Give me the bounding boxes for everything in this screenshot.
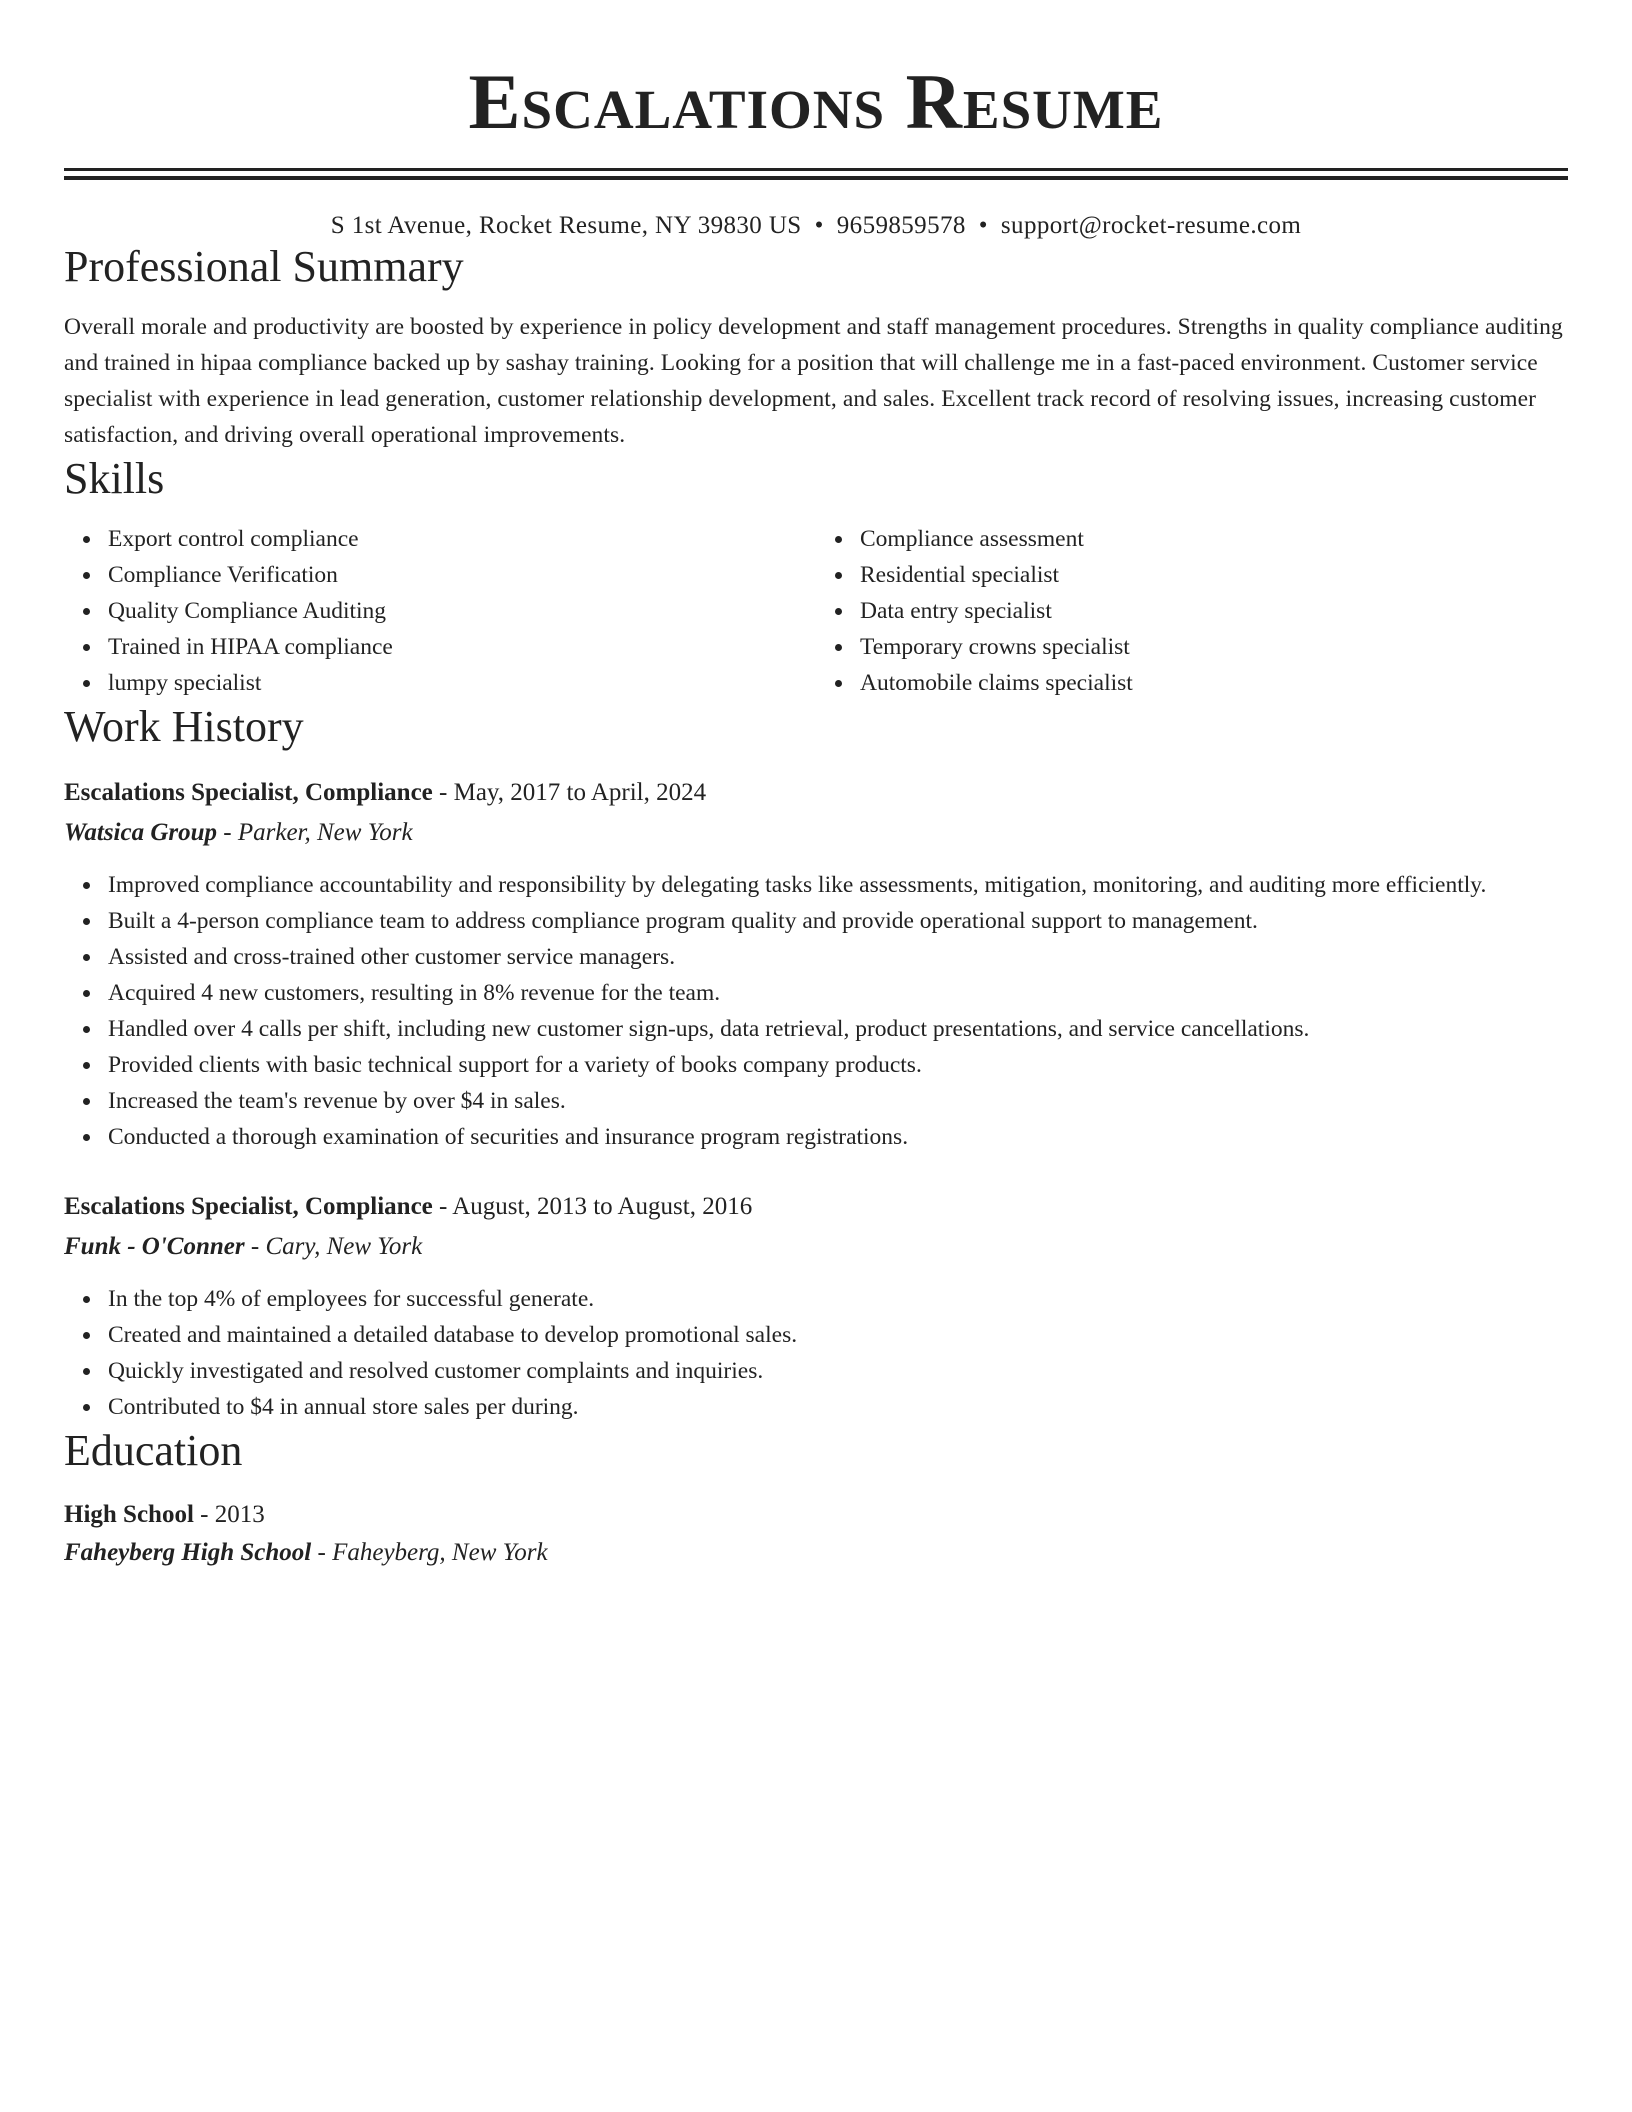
contact-line [64,211,1568,241]
job-bullet: Handled over 4 calls per shift, including new customer sign-ups, data retrieval, product presentations, and service cancellations. [108,1011,1568,1047]
job-entry [64,1189,1568,1425]
job-bullet: Provided clients with basic technical support for a variety of books company products. [108,1047,1568,1083]
job-bullet: Built a 4-person compliance team to address compliance program quality and provide operational support to management. [108,903,1568,939]
job-title-line [64,1189,1568,1225]
job-bullet: Assisted and cross-trained other customer service managers. [108,939,1568,975]
job-entry [64,775,1568,1155]
job-bullet: Created and maintained a detailed database to develop promotional sales. [108,1317,1568,1353]
company-location: - Cary, New York [244,1233,423,1260]
contact-phone: 9659859578 [836,212,966,239]
job-title-line [64,775,1568,811]
job-title: Escalations Specialist, Compliance [64,1193,433,1220]
skill-item: Data entry specialist [860,593,1568,629]
skill-item: lumpy specialist [108,665,816,701]
job-bullet: In the top 4% of employees for successful generate. [108,1281,1568,1317]
contact-separator: • [978,212,988,239]
skill-item: Residential specialist [860,557,1568,593]
job-bullet: Quickly investigated and resolved customer complaints and inquiries. [108,1353,1568,1389]
education-school-line [64,1535,1568,1571]
job-bullet: Contributed to $4 in annual store sales per during. [108,1389,1568,1425]
job-bullet: Conducted a thorough examination of securities and insurance program registrations. [108,1119,1568,1155]
skill-item: Compliance assessment [860,521,1568,557]
company-name: Funk - O'Conner [64,1233,245,1260]
contact-email: support@rocket-resume.com [1000,212,1302,239]
summary-text: Overall morale and productivity are boosted by experience in policy development and staff management procedures. Strengths in quality compliance auditing and trained in hipaa compliance backed up by sashay training. Looking for a position that will challenge me in a fast-paced environment. Customer service specialist with experience in lead generation, customer relationship development, and sales. Excellent track record of resolving issues, increasing customer satisfaction, and driving overall operational improvements. [64,314,1563,448]
job-dates: - May, 2017 to April, 2024 [432,779,707,806]
title-divider [64,168,1568,180]
education-degree-line [64,1497,1568,1533]
company-line [64,1229,1568,1265]
skill-item: Export control compliance [108,521,816,557]
job-bullets [64,1281,1568,1425]
job-title: Escalations Specialist, Compliance [64,779,433,806]
education-heading: Education [64,1426,243,1475]
job-bullet: Acquired 4 new customers, resulting in 8% revenue for the team. [108,975,1568,1011]
contact-address: S 1st Avenue, Rocket Resume, NY 39830 US [330,212,802,239]
skill-item: Trained in HIPAA compliance [108,629,816,665]
education-location: - Faheyberg, New York [311,1539,548,1566]
job-bullet: Increased the team's revenue by over $4 in sales. [108,1083,1568,1119]
skill-item: Quality Compliance Auditing [108,593,816,629]
education-degree: High School [64,1501,194,1528]
skill-item: Compliance Verification [108,557,816,593]
company-line [64,815,1568,851]
job-bullet: Improved compliance accountability and responsibility by delegating tasks like assessments, mitigation, monitoring, and auditing more efficiently. [108,867,1568,903]
education-school: Faheyberg High School [64,1539,312,1566]
summary-heading: Professional Summary [64,242,464,291]
skills-column-right [816,521,1568,701]
company-location: - Parker, New York [217,819,413,846]
skill-item: Automobile claims specialist [860,665,1568,701]
job-dates: - August, 2013 to August, 2016 [432,1193,753,1220]
education-year: - 2013 [193,1501,265,1528]
skills-heading: Skills [64,454,165,503]
work-history-heading: Work History [64,702,304,751]
resume-title: Escalations Resume [468,58,1164,145]
company-name: Watsica Group [64,819,218,846]
job-bullets [64,867,1568,1155]
skills-column-left [64,521,816,701]
skills-list [64,521,1568,701]
contact-separator: • [814,212,824,239]
skill-item: Temporary crowns specialist [860,629,1568,665]
